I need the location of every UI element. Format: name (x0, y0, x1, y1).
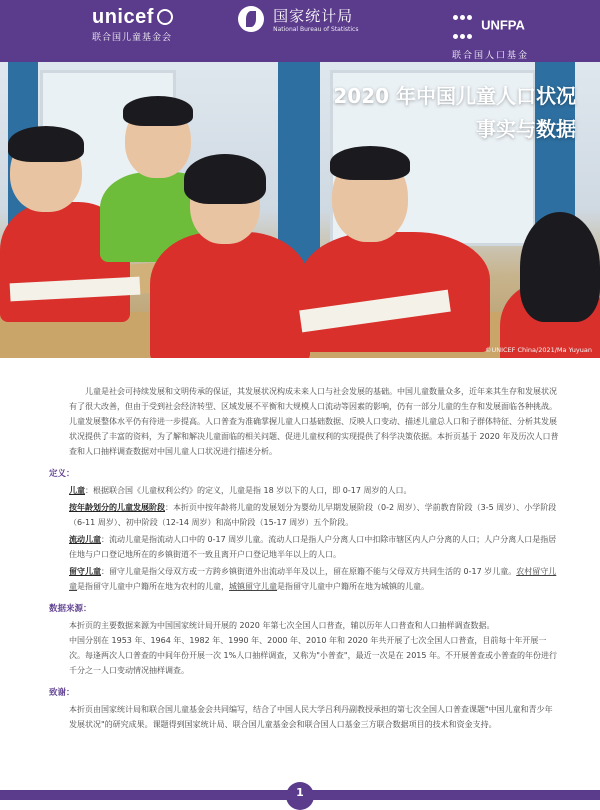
definition-text: 是指留守儿童中户籍所在地为城镇的儿童。 (277, 582, 429, 591)
definition-term: 流动儿童 (69, 535, 101, 544)
definition-term: 儿童 (69, 486, 85, 495)
title-line-1: 2020 年中国儿童人口状况 (333, 84, 576, 108)
nbs-logo (238, 5, 358, 33)
nbs-english: National Bureau of Statistics (273, 26, 359, 33)
intro-paragraph: 儿童是社会可持续发展和文明传承的保证，其发展状况构成未来人口与社会发展的基础。中国儿童数量众多，近年来其生存和发展状况有了很大改善，但由于受到社会经济转型、区域发展不平衡和大规模人口流动等因素的影响，仍有一部分儿童的生存和发展面临各种挑战。儿童发展整体水平仍有待进一步提高。人口普查为准确掌握儿童人口基础数据、反映人口变动、描述儿童总人口和子群体特征、分析其发展状况提供了丰富的资料，为了解和解决儿童面临的相关问题、促进儿童权利的实现提供了科学决策依据。本折页基于 2020 年及历次人口普查和人口抽样调查数据对中国儿童人口状况进行描述分析。 (69, 387, 559, 456)
globe-icon (157, 9, 173, 25)
unfpa-subtitle: 联合国人口基金 (452, 51, 530, 61)
definition-item (69, 500, 559, 530)
sources-section (49, 602, 559, 678)
hero-photo (0, 62, 600, 358)
photo-credit: ©UNICEF China/2021/Ma Yuyuan (484, 346, 592, 354)
sources-paragraph: 中国分别在 1953 年、1964 年、1982 年、1990 年、2000 年、2010 年和 2020 年共开展了七次全国人口普查，目前每十年开展一次。每逢两次人口普查的中间年份开展一次 1%人口抽样调查，又称为"小普查"，最近一次是在 2015 年。不开展普查或小普查的年份进行千分之一人口变动情况抽样调查。 (69, 636, 558, 675)
title-line-2: 事实与数据 (476, 117, 576, 141)
definition-item (69, 532, 559, 562)
unfpa-wordmark: UNFPA (481, 17, 525, 33)
definition-item (69, 564, 559, 594)
unicef-logo (92, 6, 173, 43)
definition-term: 留守儿童 (69, 567, 101, 576)
definition-text: ：留守儿童是指父母双方或一方跨乡镇街道外出流动半年及以上，留在原籍不能与父母双方共同生活的 0-17 岁儿童。 (101, 567, 517, 576)
header-banner (0, 0, 600, 62)
urban-left-behind-term: 城镇留守儿童 (229, 582, 277, 591)
definition-text: ：流动儿童是指流动人口中的 0-17 周岁儿童。流动人口是指人户分离人口中扣除市辖区内人户分离的人口；人户分离人口是指居住地与户口登记地所在的乡镇街道不一致且离开户口登记地半年以上的人口。 (69, 535, 557, 559)
page-number: 1 (286, 782, 314, 810)
definition-item (69, 483, 559, 498)
definitions-heading: 定义： (49, 469, 75, 479)
sources-paragraph: 本折页的主要数据来源为中国国家统计局开展的 2020 年第七次全国人口普查，辅以历年人口普查和人口抽样调查数据。 (69, 621, 495, 630)
thanks-section (49, 686, 559, 732)
rural-left-behind-term: 农村留守儿童 (69, 567, 557, 591)
thanks-heading: 致谢： (49, 688, 75, 698)
nbs-name: 国家统计局 (273, 7, 354, 25)
unfpa-dots-icon (452, 6, 476, 44)
sources-heading: 数据来源： (49, 604, 92, 614)
nbs-emblem-icon (238, 6, 264, 32)
unicef-wordmark: unicef (92, 6, 154, 28)
main-content (49, 384, 559, 732)
definition-text: ：根据联合国《儿童权利公约》的定义，儿童是指 18 岁以下的人口，即 0-17 周岁的人口。 (85, 486, 412, 495)
definitions-section (49, 467, 559, 594)
definition-text: 是指留守儿童中户籍所在地为农村的儿童， (77, 582, 229, 591)
definition-text: ：本折页中按年龄将儿童的发展划分为婴幼儿早期发展阶段（0-2 周岁）、学前教育阶段（3-5 周岁）、小学阶段（6-11 周岁）、初中阶段（12-14 周岁）和高中阶段（15-17 周岁）五个阶段。 (69, 503, 557, 527)
thanks-paragraph: 本折页由国家统计局和联合国儿童基金会共同编写，结合了中国人民大学吕利丹副教授承担的第七次全国人口普查课题"中国儿童和青少年发展状况"的研究成果。课题得到国家统计局、联合国儿童基金会和联合国人口基金三方联合数据项目的技术和资金支持。 (69, 705, 553, 729)
page-title (333, 80, 576, 146)
unicef-subtitle: 联合国儿童基金会 (92, 33, 173, 43)
definition-term: 按年龄划分的儿童发展阶段 (69, 503, 165, 512)
unfpa-logo (452, 6, 529, 61)
